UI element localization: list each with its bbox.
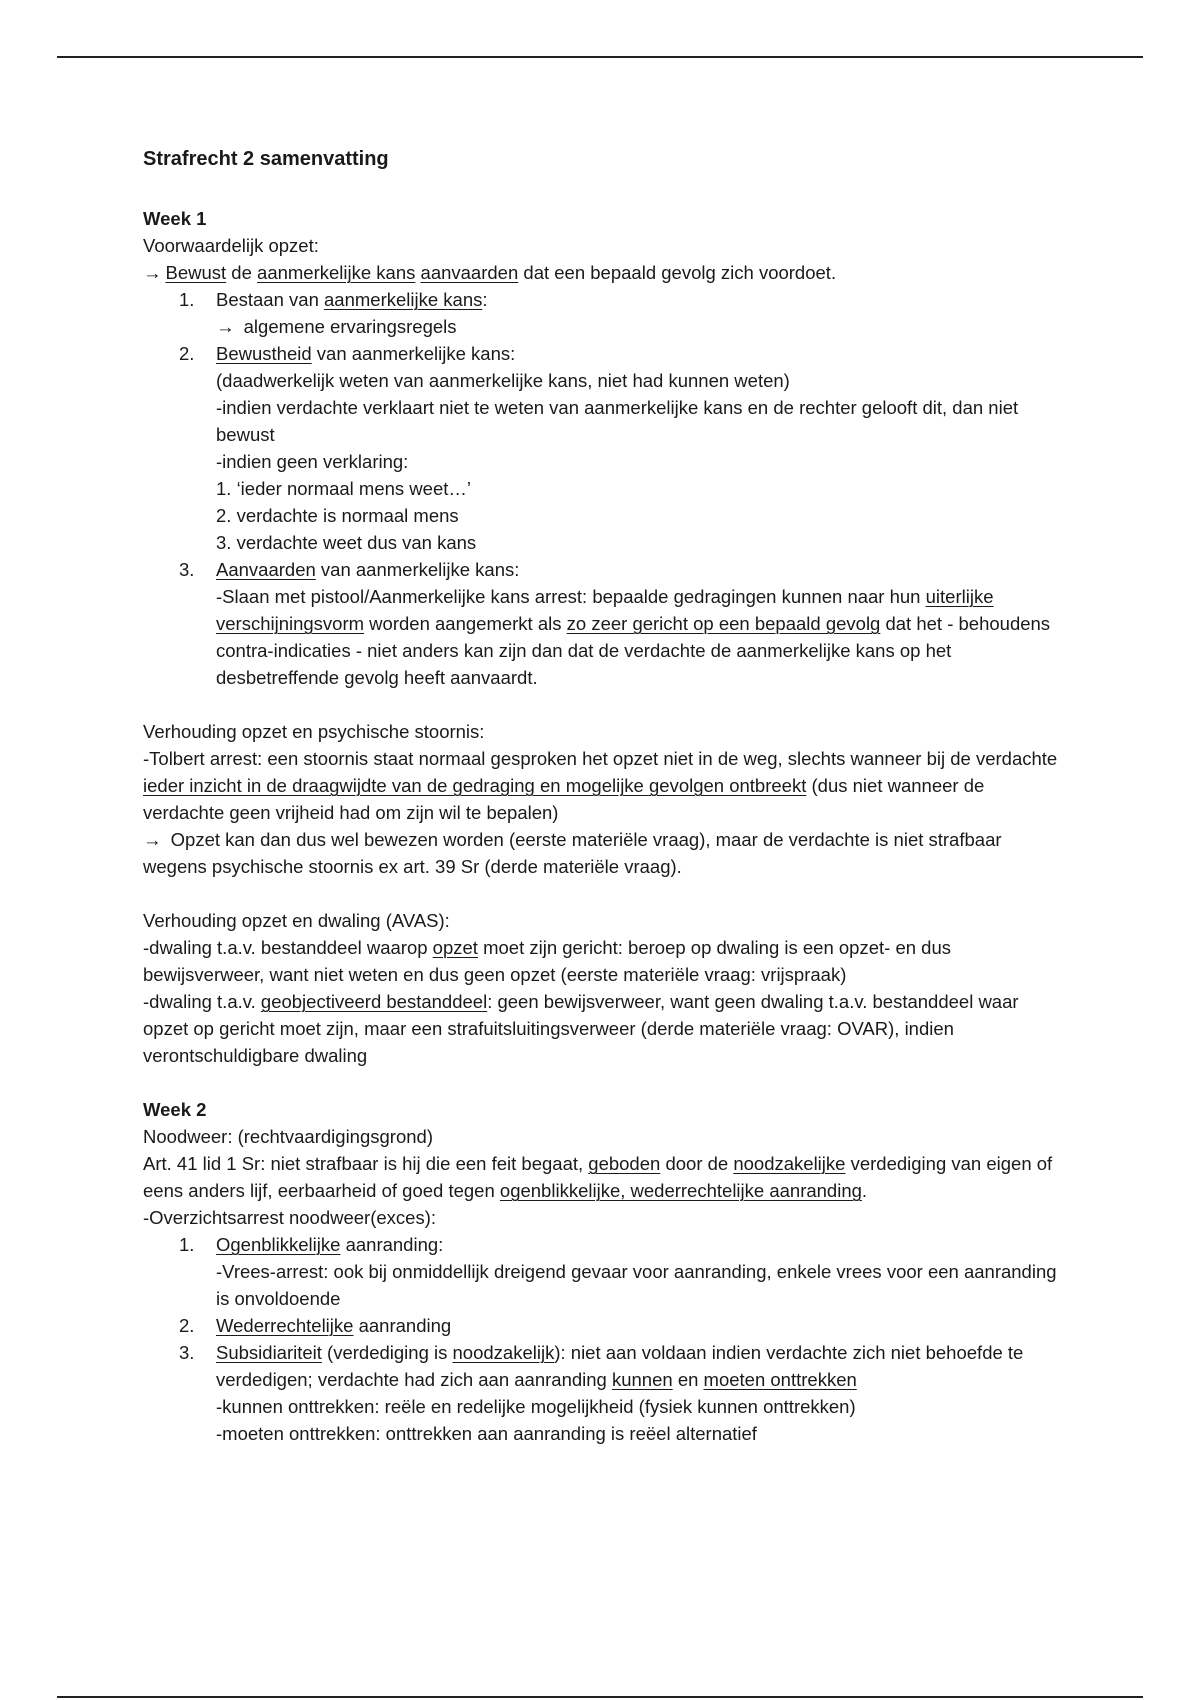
overzichtsarrest-label: -Overzichtsarrest noodweer(exces): [143, 1207, 437, 1228]
bottom-rule [57, 1696, 1143, 1698]
week-2-heading: Week 2 [143, 1099, 207, 1120]
psychische-stoornis-label: Verhouding opzet en psychische stoornis: [143, 721, 485, 742]
list-item: 3. Subsidiariteit (verdediging is noodzakelijk): niet aan voldaan indien verdachte zich niet behoefde te verdedigen; verdachte had zich aan aanranding kunnen en moeten onttrekken -kunnen onttrekken: reële en redelijke mogelijkheid (fysiek kunnen onttrekken) -moeten onttrekken: onttrekken aan aanranding is reëel alternatief [179, 1342, 1024, 1444]
dwaling-label: Verhouding opzet en dwaling (AVAS): [143, 910, 450, 931]
psychische-stoornis-conclusion: → Opzet kan dan dus wel bewezen worden (eerste materiële vraag), maar de verdachte is niet strafbaar wegens psychische stoornis ex art. 39 Sr (derde materiële vraag). [143, 826, 1063, 880]
list-item: 1. Ogenblikkelijke aanranding: -Vrees-arrest: ook bij onmiddellijk dreigend gevaar voor aanranding, enkele vrees voor een aanranding is onvoldoende [179, 1234, 1057, 1309]
dwaling-geobjectiveerd-text: -dwaling t.a.v. geobjectiveerd bestanddeel: geen bewijsverweer, want geen dwaling t.a.v. bestanddeel waar opzet op gericht moet zijn, maar een strafuitsluitingsverweer (derde materiële vraag: OVAR), indien verontschuldigbare dwaling [143, 991, 1019, 1066]
voorwaardelijk-opzet-list [143, 286, 1063, 691]
list-item: 2. Bewustheid van aanmerkelijke kans: (daadwerkelijk weten van aanmerkelijke kans, niet had kunnen weten) -indien verdachte verklaart niet te weten van aanmerkelijke kans en de rechter gelooft dit, dan niet bewust -indien geen verklaring: 1. ‘ieder normaal mens weet…’ 2. verdachte is normaal mens 3. verdachte weet dus van kans [179, 343, 1019, 553]
noodweer-label: Noodweer: (rechtvaardigingsgrond) [143, 1126, 433, 1147]
top-rule [57, 56, 1143, 58]
arrow-right-icon: → [143, 829, 162, 850]
voorwaardelijk-opzet-label: Voorwaardelijk opzet: [143, 235, 319, 256]
tolbert-arrest-text: -Tolbert arrest: een stoornis staat normaal gesproken het opzet niet in de weg, slechts wanneer bij de verdachte ieder inzicht in de draagwijdte van de gedraging en mogelijke gevolgen ontbreekt (dus niet wanneer de verdachte geen vrijheid had om zijn wil te bepalen) [143, 748, 1058, 823]
week-1-heading: Week 1 [143, 208, 207, 229]
arrow-right-icon: → [216, 316, 235, 337]
list-item: 3. Aanvaarden van aanmerkelijke kans: -Slaan met pistool/Aanmerkelijke kans arrest: bepaalde gedragingen kunnen naar hun uiterlijke verschijningsvorm worden aangemerkt als zo zeer gericht op een bepaald gevolg dat het - behoudens contra-indicaties - niet anders kan zijn dan dat de verdachte de aanmerkelijke kans op het desbetreffende gevolg heeft aanvaardt. [179, 559, 1051, 688]
dwaling-opzet-text: -dwaling t.a.v. bestanddeel waarop opzet moet zijn gericht: beroep op dwaling is een opzet- en dus bewijsverweer, want niet weten en dus geen opzet (eerste materiële vraag: vrijspraak) [143, 937, 951, 985]
document-title: Strafrecht 2 samenvatting [143, 148, 389, 170]
art-41-text: Art. 41 lid 1 Sr: niet strafbaar is hij die een feit begaat, geboden door de noodzakelijke verdediging van eigen of eens anders lijf, eerbaarheid of goed tegen ogenblikkelijke, wederrechtelijke aanranding. [143, 1153, 1053, 1201]
noodweer-list [143, 1231, 1063, 1447]
list-item: 1. Bestaan van aanmerkelijke kans: → algemene ervaringsregels [143, 286, 1063, 340]
list-item: 2. Wederrechtelijke aanranding [179, 1315, 452, 1336]
document-body [143, 140, 1063, 1447]
voorwaardelijk-opzet-definition: → Bewust de aanmerkelijke kans aanvaarden dat een bepaald gevolg zich voordoet. [143, 259, 1063, 286]
arrow-right-icon: → [143, 262, 162, 283]
